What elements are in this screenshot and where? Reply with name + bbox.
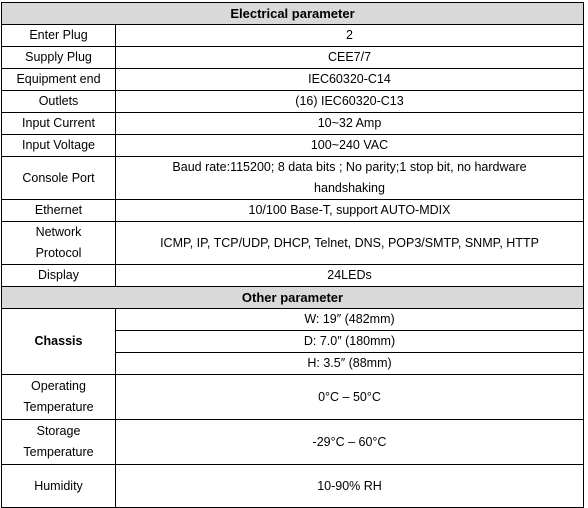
chassis-height: H: 3.5″ (88mm)	[116, 353, 584, 375]
row-value: 10~32 Amp	[116, 113, 584, 135]
row-label: Input Current	[2, 113, 116, 135]
row-value: 2	[116, 25, 584, 47]
table-row	[2, 222, 584, 265]
row-value: Baud rate:115200; 8 data bits ; No parity;1 stop bit, no hardware handshaking	[116, 157, 584, 200]
row-label: Console Port	[2, 157, 116, 200]
table-row	[2, 69, 584, 91]
row-label: Operating Temperature	[2, 375, 116, 420]
chassis-width: W: 19″ (482mm)	[116, 309, 584, 331]
row-label: Network Protocol	[2, 222, 116, 265]
row-label: Storage Temperature	[2, 420, 116, 465]
table-row	[2, 200, 584, 222]
table-row	[2, 375, 584, 420]
row-label: Enter Plug	[2, 25, 116, 47]
row-label: Input Voltage	[2, 135, 116, 157]
table-row	[2, 113, 584, 135]
table-row	[2, 265, 584, 287]
row-value: 24LEDs	[116, 265, 584, 287]
electrical-header: Electrical parameter	[2, 3, 584, 25]
row-label: Supply Plug	[2, 47, 116, 69]
row-value: (16) IEC60320-C13	[116, 91, 584, 113]
table-row	[2, 157, 584, 200]
table-row	[2, 47, 584, 69]
table-row	[2, 420, 584, 465]
row-label: Ethernet	[2, 200, 116, 222]
row-value: IEC60320-C14	[116, 69, 584, 91]
row-label: Equipment end	[2, 69, 116, 91]
chassis-row	[2, 309, 584, 331]
row-label: Display	[2, 265, 116, 287]
table-row	[2, 25, 584, 47]
row-value: 100~240 VAC	[116, 135, 584, 157]
other-header: Other parameter	[2, 287, 584, 309]
spec-table	[1, 2, 584, 508]
chassis-depth: D: 7.0″ (180mm)	[116, 331, 584, 353]
row-label: Outlets	[2, 91, 116, 113]
chassis-label: Chassis	[2, 309, 116, 375]
row-label: Humidity	[2, 465, 116, 508]
row-value: CEE7/7	[116, 47, 584, 69]
table-row	[2, 91, 584, 113]
row-value: 10/100 Base-T, support AUTO-MDIX	[116, 200, 584, 222]
row-value: 10-90% RH	[116, 465, 584, 508]
row-value: 0°C – 50°C	[116, 375, 584, 420]
table-row	[2, 465, 584, 508]
row-value: ICMP, IP, TCP/UDP, DHCP, Telnet, DNS, POP3/SMTP, SNMP, HTTP	[116, 222, 584, 265]
table-row	[2, 135, 584, 157]
row-value: -29°C – 60°C	[116, 420, 584, 465]
